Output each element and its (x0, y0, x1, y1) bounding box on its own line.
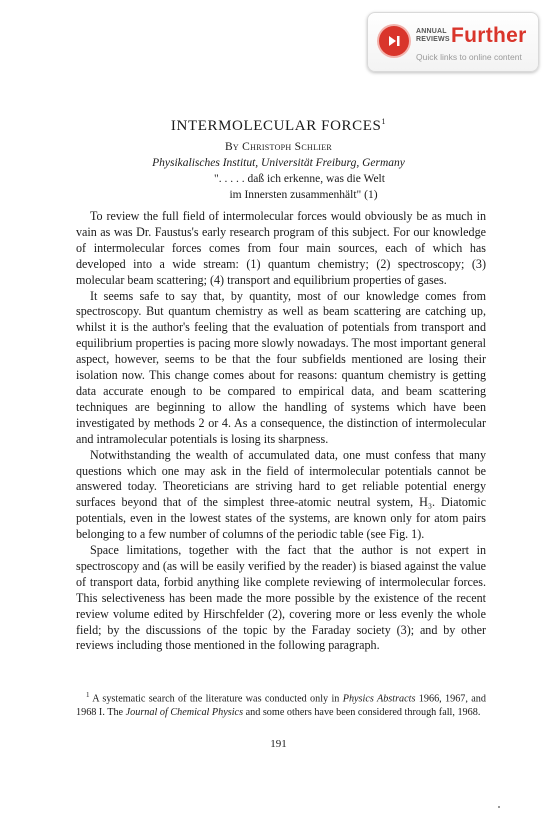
footnote-mark: 1 (86, 691, 90, 699)
footnote: $^1$ A systematic search of the literature was conducted only in Physics Abstracts 1966, 1967, and 1968 I. The Journal of Chemical Physics and some others have been considered through fall, 1968. (76, 691, 486, 719)
epigraph-line-2: im Innersten zusammenhält" (1) (229, 189, 378, 201)
arrow-in-circle-icon (379, 26, 409, 56)
article-body (76, 209, 486, 654)
byline: By Christoph Schlier (224, 141, 333, 153)
journal-chemical-physics: Journal of Chemical Physics (125, 707, 244, 719)
article-title: INTERMOLECULAR FORCES$^1$ (170, 117, 387, 134)
further-label: Further (451, 24, 527, 47)
title-footnote-mark: 1 (381, 117, 387, 126)
journal-physics-abstracts: Physics Abstracts (342, 693, 416, 705)
paragraph-3: Notwithstanding the wealth of accumulated data, one must confess that many questions which one may ask in the field of intermolecular potentials cannot be answered today. Theoreticians are striving hard to get reliable potential energy surfaces beyond that of the simplest three-atomic neutral system, H₃. Diatomic potentials, even in the lowest states of the systems, are known only for atom pairs belonging to a few number of columns of the periodic table (see Fig. 1). (76, 447, 486, 542)
page-number: 191 (270, 738, 287, 750)
affiliation: Physikalisches Institut, Universität Freiburg, Germany (152, 157, 405, 169)
paragraph-4: Space limitations, together with the fact that the author is not expert in spectroscopy and (as will be easily verified by the reader) is biased against the value of transport data, forbid anything like complete reviewing of intermolecular forces. This selectiveness has been made the more possible by the existence of the recent review volume edited by Hirschfelder (2), covering more or less evenly the whole field; by the discussions of the topic by the Faraday society (3); and by other reviews including those mentioned in the following paragraph. (76, 543, 486, 653)
paragraph-1: To review the full field of intermolecular forces would obviously be as much in vain as was Dr. Faustus's early research program of this subject. For our knowledge of intermolecular forces comes from four main sources, each of which has developed into a wide stream: (1) quantum chemistry; (2) spectroscopy; (3) molecular beam scattering; (4) transport and equilibrium properties of gases. (76, 209, 486, 287)
epigraph-line-1: ". . . . . daß ich erkenne, was die Welt (214, 173, 385, 185)
paragraph-2: It seems safe to say that, by quantity, most of our knowledge comes from spectroscopy. But quantum chemistry as well as beam scattering are catching up, whilst it is the author's feeling that the evaluation of potentials from transport and equilibrium properties is pacing more slowly nowadays. The most important general aspect, however, seems to be that the four subfields mentioned are losing their isolation now. This change comes about for reasons: quantum chemistry is getting data accurate enough to be compared to empirical data, and beam scattering techniques are beginning to allow the handling of systems which have been investigated by methods 2 or 4. As a consequence, the distinction of intermolecular and intramolecular potentials is losing its sharpness. (76, 288, 486, 446)
further-banner[interactable] (367, 12, 539, 72)
scan-speck (498, 806, 500, 808)
annual-reviews-logo: ANNUAL REVIEWS (416, 28, 450, 43)
banner-subtitle: Quick links to online content (416, 52, 522, 62)
